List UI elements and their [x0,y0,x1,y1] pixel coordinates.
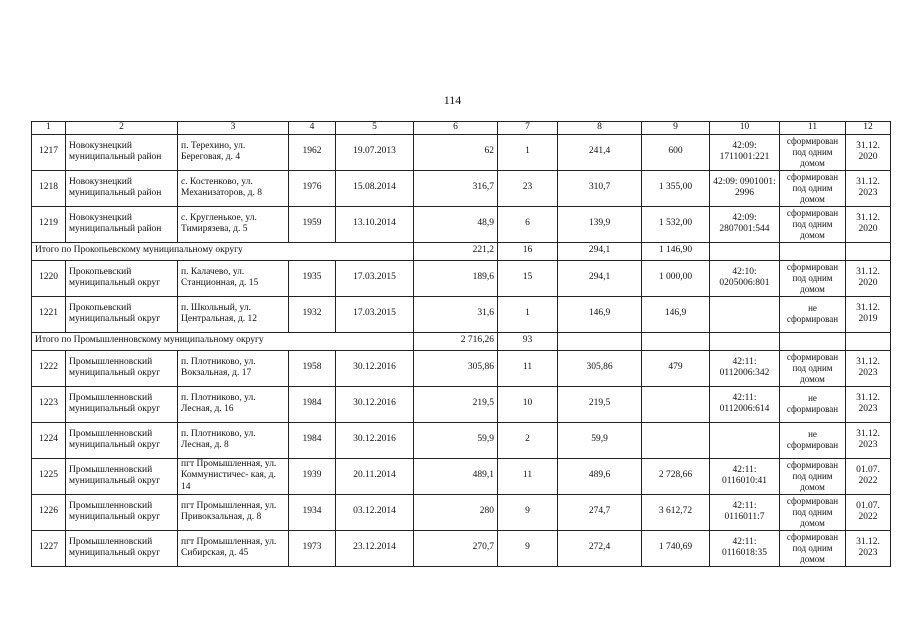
table-row [32,422,891,458]
col8-cell: 139,9 [558,206,642,242]
column-number-8: 8 [558,122,642,135]
date-cell: 23.12.2014 [336,530,414,566]
year-cell: 1939 [289,458,336,494]
district-cell: Промышленновский муниципальный округ [66,422,178,458]
area-cell: 270,7 [414,530,498,566]
date-cell: 30.12.2016 [336,422,414,458]
table-row [32,350,891,386]
status-cell: сформирован под одним домом [780,530,846,566]
date-cell: 15.08.2014 [336,170,414,206]
residents-cell: 11 [498,458,558,494]
cadastral-cell: 42:09: 2807001:544 [710,206,780,242]
column-number-9: 9 [642,122,710,135]
col9-cell: 600 [642,134,710,170]
area-cell: 305,86 [414,350,498,386]
subtotal-col9: 1 146,90 [642,242,710,260]
status-cell: не сформирован [780,296,846,332]
subtotal-col8: 294,1 [558,242,642,260]
status-cell: сформирован под одним домом [780,494,846,530]
table-row [32,386,891,422]
col9-cell: 3 612,72 [642,494,710,530]
date-cell: 03.12.2014 [336,494,414,530]
cadastral-cell: 42:11: 0112006:342 [710,350,780,386]
row-number: 1221 [32,296,66,332]
row-number: 1223 [32,386,66,422]
district-cell: Промышленновский муниципальный округ [66,494,178,530]
table-row [32,170,891,206]
district-cell: Прокопьевский муниципальный округ [66,296,178,332]
row-number: 1220 [32,260,66,296]
residents-cell: 1 [498,296,558,332]
subtotal-label: Итого по Прокопьевскому муниципальному округу [32,242,414,260]
deadline-cell: 31.12. 2019 [846,296,891,332]
empty-cell [710,242,780,260]
empty-cell [846,242,891,260]
column-number-1: 1 [32,122,66,135]
status-cell: сформирован под одним домом [780,350,846,386]
area-cell: 48,9 [414,206,498,242]
year-cell: 1935 [289,260,336,296]
col8-cell: 310,7 [558,170,642,206]
residents-cell: 15 [498,260,558,296]
column-number-row [32,122,891,135]
deadline-cell: 31.12. 2020 [846,206,891,242]
residents-cell: 9 [498,530,558,566]
column-number-4: 4 [289,122,336,135]
empty-cell [710,332,780,350]
status-cell: не сформирован [780,386,846,422]
subtotal-residents: 93 [498,332,558,350]
col9-cell: 1 000,00 [642,260,710,296]
deadline-cell: 01.07. 2022 [846,494,891,530]
address-cell: с. Костенково, ул. Механизаторов, д. 8 [178,170,289,206]
table-row [32,494,891,530]
column-number-7: 7 [498,122,558,135]
date-cell: 17.03.2015 [336,296,414,332]
col9-cell: 1 740,69 [642,530,710,566]
column-number-12: 12 [846,122,891,135]
column-number-6: 6 [414,122,498,135]
status-cell: сформирован под одним домом [780,458,846,494]
residents-cell: 9 [498,494,558,530]
col8-cell: 294,1 [558,260,642,296]
table-row [32,134,891,170]
column-number-11: 11 [780,122,846,135]
cadastral-cell: 42:10: 0205006:801 [710,260,780,296]
residents-cell: 23 [498,170,558,206]
status-cell: сформирован под одним домом [780,206,846,242]
subtotal-row [32,332,891,350]
row-number: 1225 [32,458,66,494]
residents-cell: 11 [498,350,558,386]
row-number: 1224 [32,422,66,458]
table-row [32,458,891,494]
area-cell: 316,7 [414,170,498,206]
residents-cell: 1 [498,134,558,170]
column-number-10: 10 [710,122,780,135]
subtotal-area: 2 716,26 [414,332,498,350]
cadastral-cell: 42:09: 1711001:221 [710,134,780,170]
residents-cell: 2 [498,422,558,458]
date-cell: 20.11.2014 [336,458,414,494]
year-cell: 1932 [289,296,336,332]
page-number: 114 [443,93,462,107]
col9-cell [642,422,710,458]
district-cell: Новокузнецкий муниципальный район [66,206,178,242]
status-cell: сформирован под одним домом [780,260,846,296]
year-cell: 1984 [289,386,336,422]
area-cell: 489,1 [414,458,498,494]
area-cell: 189,6 [414,260,498,296]
year-cell: 1984 [289,422,336,458]
residents-cell: 6 [498,206,558,242]
row-number: 1219 [32,206,66,242]
year-cell: 1959 [289,206,336,242]
date-cell: 30.12.2016 [336,386,414,422]
date-cell: 17.03.2015 [336,260,414,296]
address-cell: пгт Промышленная, ул. Коммунистичес- кая, д. 14 [178,458,289,494]
col9-cell [642,386,710,422]
district-cell: Новокузнецкий муниципальный район [66,134,178,170]
status-cell: не сформирован [780,422,846,458]
date-cell: 19.07.2013 [336,134,414,170]
area-cell: 62 [414,134,498,170]
address-cell: пгт Промышленная, ул. Привокзальная, д. 8 [178,494,289,530]
col9-cell: 146,9 [642,296,710,332]
deadline-cell: 31.12. 2023 [846,530,891,566]
area-cell: 59,9 [414,422,498,458]
col9-cell: 1 355,00 [642,170,710,206]
column-number-3: 3 [178,122,289,135]
district-cell: Прокопьевский муниципальный округ [66,260,178,296]
subtotal-col8 [558,332,642,350]
col8-cell: 146,9 [558,296,642,332]
address-cell: п. Школьный, ул. Центральная, д. 12 [178,296,289,332]
deadline-cell: 31.12. 2023 [846,170,891,206]
address-cell: п. Плотниково, ул. Лесная, д. 8 [178,422,289,458]
column-number-5: 5 [336,122,414,135]
subtotal-row [32,242,891,260]
column-number-2: 2 [66,122,178,135]
address-cell: пгт Промышленная, ул. Сибирская, д. 45 [178,530,289,566]
area-cell: 280 [414,494,498,530]
address-cell: п. Терехино, ул. Береговая, д. 4 [178,134,289,170]
table-row [32,260,891,296]
status-cell: сформирован под одним домом [780,134,846,170]
row-number: 1226 [32,494,66,530]
date-cell: 30.12.2016 [336,350,414,386]
subtotal-label: Итого по Промышленновскому муниципальному округу [32,332,414,350]
subtotal-col9 [642,332,710,350]
date-cell: 13.10.2014 [336,206,414,242]
col9-cell: 1 532,00 [642,206,710,242]
cadastral-cell: 42:09: 0901001: 2996 [710,170,780,206]
col8-cell: 59,9 [558,422,642,458]
table-body [32,122,891,567]
table-row [32,206,891,242]
housing-register-table [31,121,891,567]
address-cell: п. Плотниково, ул. Лесная, д. 16 [178,386,289,422]
cadastral-cell [710,422,780,458]
col9-cell: 479 [642,350,710,386]
empty-cell [846,332,891,350]
deadline-cell: 31.12. 2023 [846,350,891,386]
empty-cell [780,242,846,260]
address-cell: с. Кругленькое, ул. Тимирязева, д. 5 [178,206,289,242]
year-cell: 1934 [289,494,336,530]
table-row [32,296,891,332]
area-cell: 219,5 [414,386,498,422]
subtotal-area: 221,2 [414,242,498,260]
year-cell: 1973 [289,530,336,566]
district-cell: Промышленновский муниципальный округ [66,458,178,494]
cadastral-cell: 42:11: 0116010:41 [710,458,780,494]
col9-cell: 2 728,66 [642,458,710,494]
address-cell: п. Плотниково, ул. Вокзальная, д. 17 [178,350,289,386]
address-cell: п. Калачево, ул. Станционная, д. 15 [178,260,289,296]
row-number: 1222 [32,350,66,386]
district-cell: Промышленновский муниципальный округ [66,350,178,386]
deadline-cell: 01.07. 2022 [846,458,891,494]
deadline-cell: 31.12. 2023 [846,386,891,422]
year-cell: 1976 [289,170,336,206]
cadastral-cell [710,296,780,332]
deadline-cell: 31.12. 2020 [846,260,891,296]
empty-cell [780,332,846,350]
cadastral-cell: 42:11: 0112006:614 [710,386,780,422]
deadline-cell: 31.12. 2023 [846,422,891,458]
district-cell: Новокузнецкий муниципальный район [66,170,178,206]
col8-cell: 219,5 [558,386,642,422]
district-cell: Промышленновский муниципальный округ [66,386,178,422]
year-cell: 1958 [289,350,336,386]
row-number: 1218 [32,170,66,206]
cadastral-cell: 42:11: 0116018:35 [710,530,780,566]
table-row [32,530,891,566]
col8-cell: 489,6 [558,458,642,494]
district-cell: Промышленновский муниципальный округ [66,530,178,566]
subtotal-residents: 16 [498,242,558,260]
status-cell: сформирован под одним домом [780,170,846,206]
cadastral-cell: 42:11: 0116011:7 [710,494,780,530]
year-cell: 1962 [289,134,336,170]
col8-cell: 305,86 [558,350,642,386]
deadline-cell: 31.12. 2020 [846,134,891,170]
row-number: 1217 [32,134,66,170]
col8-cell: 272,4 [558,530,642,566]
col8-cell: 274,7 [558,494,642,530]
row-number: 1227 [32,530,66,566]
area-cell: 31,6 [414,296,498,332]
col8-cell: 241,4 [558,134,642,170]
residents-cell: 10 [498,386,558,422]
